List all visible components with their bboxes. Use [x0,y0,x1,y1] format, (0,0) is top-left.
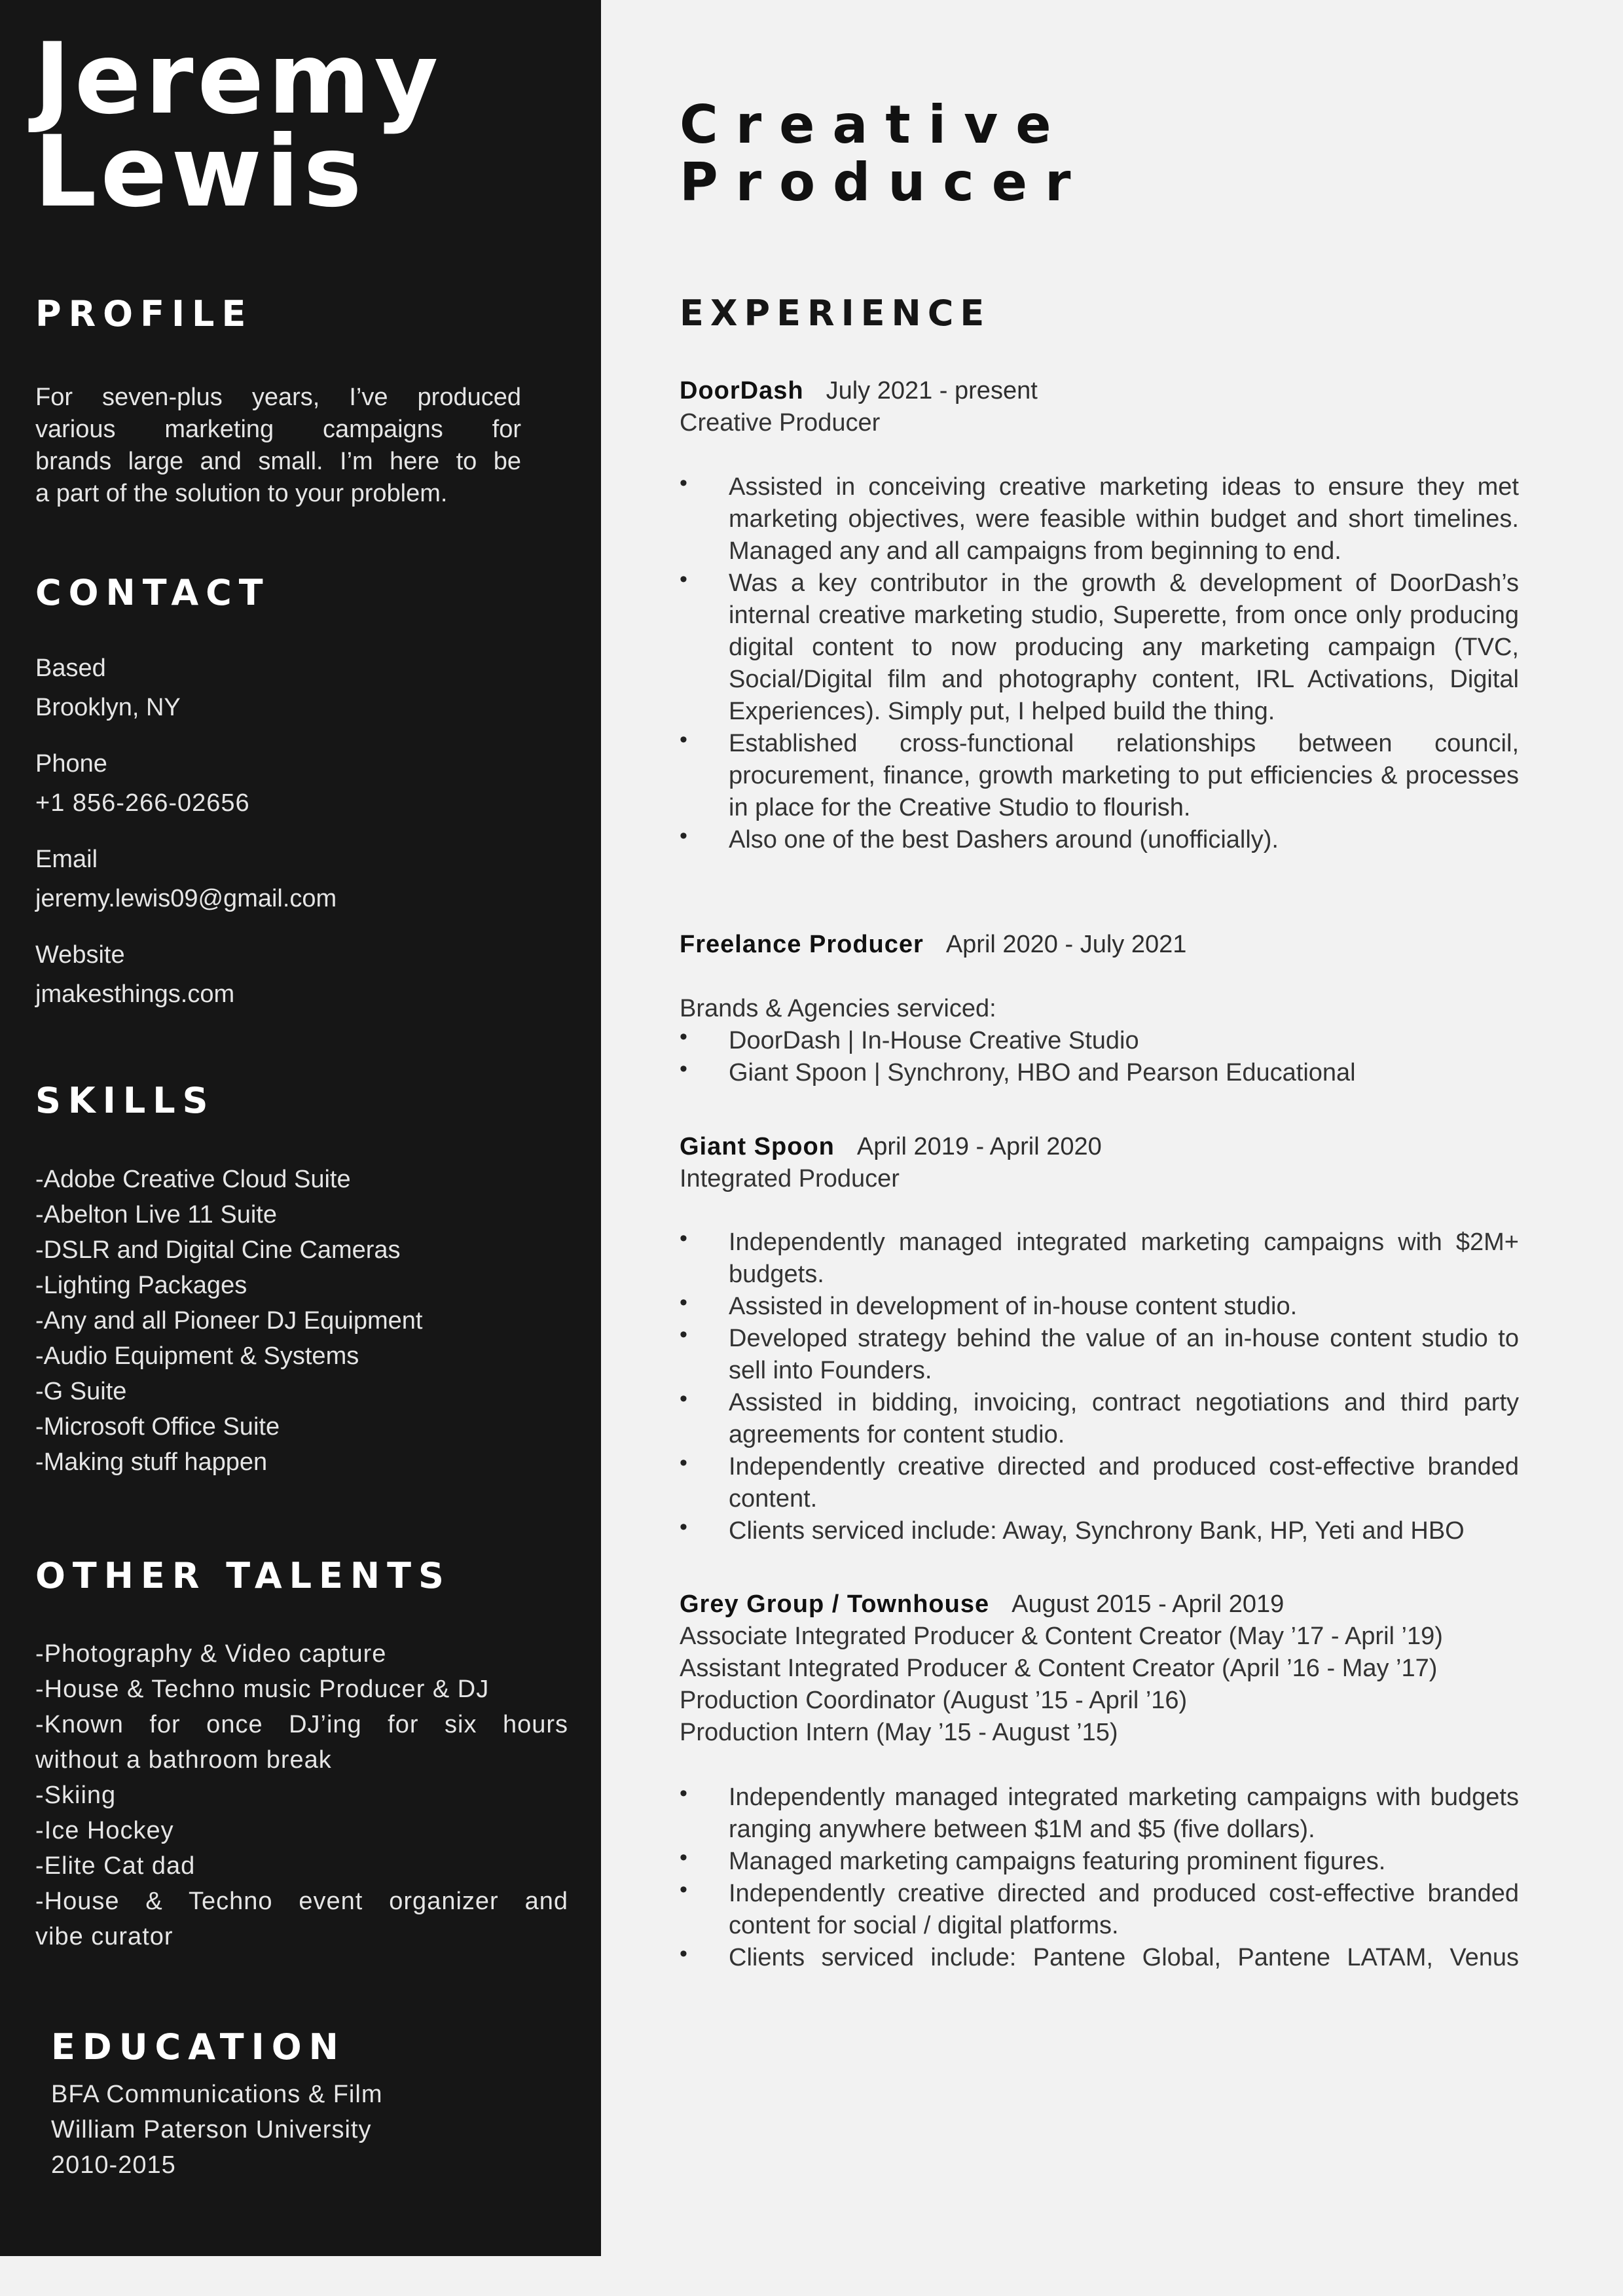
job-dates: July 2021 - present [826,377,1038,404]
education-years: 2010-2015 [51,2151,176,2179]
bullet-item: • DoorDash | In-House Creative Studio [680,1025,1519,1057]
contact-value-phone[interactable]: +1 856-266-02656 [35,789,250,817]
bullet-item: • Clients serviced include: Away, Synchrony Bank, HP, Yeti and HBO [680,1515,1519,1547]
job-company: DoorDash [680,377,804,404]
contact-label-based: Based [35,655,106,682]
skill-item: -Abelton Live 11 Suite [35,1201,277,1229]
profile-line: For seven-plus years, I’ve produced [35,384,521,411]
contact-label-website: Website [35,941,125,969]
bullet-item: • Developed strategy behind the value of an in-house content studio to sell into Founders. [680,1323,1519,1387]
contact-label-phone: Phone [35,750,107,778]
talent-line: -Photography & Video capture [35,1640,387,1668]
talent-line: without a bathroom break [35,1746,332,1774]
profile-line: brands large and small. I’m here to be [35,448,521,475]
job-title-line1: Creative [680,94,1069,155]
job-dates: April 2020 - July 2021 [945,931,1187,958]
job-header [680,1588,1284,1621]
experience-heading: EXPERIENCE [680,293,991,334]
education-details [51,2077,382,2183]
bullet-item: • Also one of the best Dashers around (unofficially). [680,824,1519,856]
contact-heading: CONTACT [35,572,270,613]
skill-item: -DSLR and Digital Cine Cameras [35,1236,401,1264]
talent-line: -House & Techno event organizer and [35,1888,568,1915]
job-role: Production Coordinator (August ’15 - April ’16) [680,1687,1188,1714]
job-bullets [680,471,1519,856]
job-role: Assistant Integrated Producer & Content Creator (April ’16 - May ’17) [680,1655,1438,1682]
job-header [680,929,1186,961]
talent-line: -Skiing [35,1782,117,1809]
job-header [680,375,1038,407]
skill-item: -Making stuff happen [35,1448,268,1476]
skills-list [35,1162,422,1480]
bullet-item: • Was a key contributor in the growth & development of DoorDash’s internal creative marketing studio, Superette, from once only producing digital content to now producing any marketing campaign (TVC, Social/Digital film and photography content, IRL Activations, Digital Experiences). Simply put, I helped build the thing. [680,567,1519,728]
talent-line: -Ice Hockey [35,1817,174,1844]
bullet-item: • Clients serviced include: Pantene Global, Pantene LATAM, Venus [680,1942,1519,1974]
talent-line: vibe curator [35,1923,173,1950]
first-name: Jeremy [34,22,443,136]
main-content [601,0,1623,2296]
bullet-item: • Assisted in development of in-house content studio. [680,1291,1519,1323]
education-degree: BFA Communications & Film [51,2081,383,2108]
job-role: Creative Producer [680,409,881,437]
talent-line: -House & Techno music Producer & DJ [35,1676,490,1703]
bullet-item: • Assisted in conceiving creative marketing ideas to ensure they met marketing objectives, were feasible within budget and short timelines. Managed any and all campaigns from beginning to end. [680,471,1519,567]
bullet-item: • Managed marketing campaigns featuring prominent figures. [680,1846,1519,1878]
job-bullets [680,1025,1519,1089]
education-heading: EDUCATION [51,2026,346,2068]
skills-heading: SKILLS [35,1080,215,1121]
sidebar [0,0,601,2256]
bullet-item: • Independently managed integrated marketing campaigns with $2M+ budgets. [680,1227,1519,1291]
job-role: Associate Integrated Producer & Content Creator (May ’17 - April ’19) [680,1623,1443,1650]
contact-value-location: Brooklyn, NY [35,694,181,721]
bullet-item: • Established cross-functional relationships between council, procurement, finance, growth marketing to put efficiencies & processes in place for the Creative Studio to flourish. [680,728,1519,824]
job-bullets [680,1782,1519,1974]
job-bullets [680,1227,1519,1547]
skill-item: -Any and all Pioneer DJ Equipment [35,1307,423,1335]
contact-value-email[interactable]: jeremy.lewis09@gmail.com [35,885,337,912]
job-dates: April 2019 - April 2020 [856,1133,1102,1160]
job-dates: August 2015 - April 2019 [1012,1590,1285,1618]
contact-label-email: Email [35,846,98,873]
talents-heading: OTHER TALENTS [35,1555,451,1596]
skill-item: -Audio Equipment & Systems [35,1342,359,1370]
profile-heading: PROFILE [35,293,253,334]
profile-line: various marketing campaigns for [35,416,521,443]
skill-item: -Adobe Creative Cloud Suite [35,1166,351,1193]
skill-item: -Microsoft Office Suite [35,1413,280,1441]
bullet-item: • Independently managed integrated marketing campaigns with budgets ranging anywhere between $1M and $5 (five dollars). [680,1782,1519,1846]
talent-line: -Elite Cat dad [35,1852,196,1880]
talent-line: -Known for once DJ’ing for six hours [35,1711,568,1738]
bullet-item: • Giant Spoon | Synchrony, HBO and Pearson Educational [680,1057,1519,1089]
job-intro: Brands & Agencies serviced: [680,995,996,1022]
job-company: Freelance Producer [680,931,924,958]
bullet-item: • Assisted in bidding, invoicing, contract negotiations and third party agreements for content studio. [680,1387,1519,1451]
contact-value-website[interactable]: jmakesthings.com [35,980,235,1008]
last-name: Lewis [34,115,366,229]
job-header [680,1131,1102,1163]
bullet-item: • Independently creative directed and produced cost-effective branded content. [680,1451,1519,1515]
education-school: William Paterson University [51,2116,372,2144]
job-company: Grey Group / Townhouse [680,1590,990,1618]
skill-item: -Lighting Packages [35,1272,247,1299]
profile-line: a part of the solution to your problem. [35,480,448,507]
job-title-line2: Producer [680,152,1089,213]
talents-list [35,1636,568,1954]
job-role: Integrated Producer [680,1165,900,1193]
job-company: Giant Spoon [680,1133,835,1160]
job-role: Production Intern (May ’15 - August ’15) [680,1719,1118,1746]
bullet-item: • Independently creative directed and produced cost-effective branded content for social / digital platforms. [680,1878,1519,1942]
skill-item: -G Suite [35,1378,127,1405]
profile-text [35,382,521,510]
